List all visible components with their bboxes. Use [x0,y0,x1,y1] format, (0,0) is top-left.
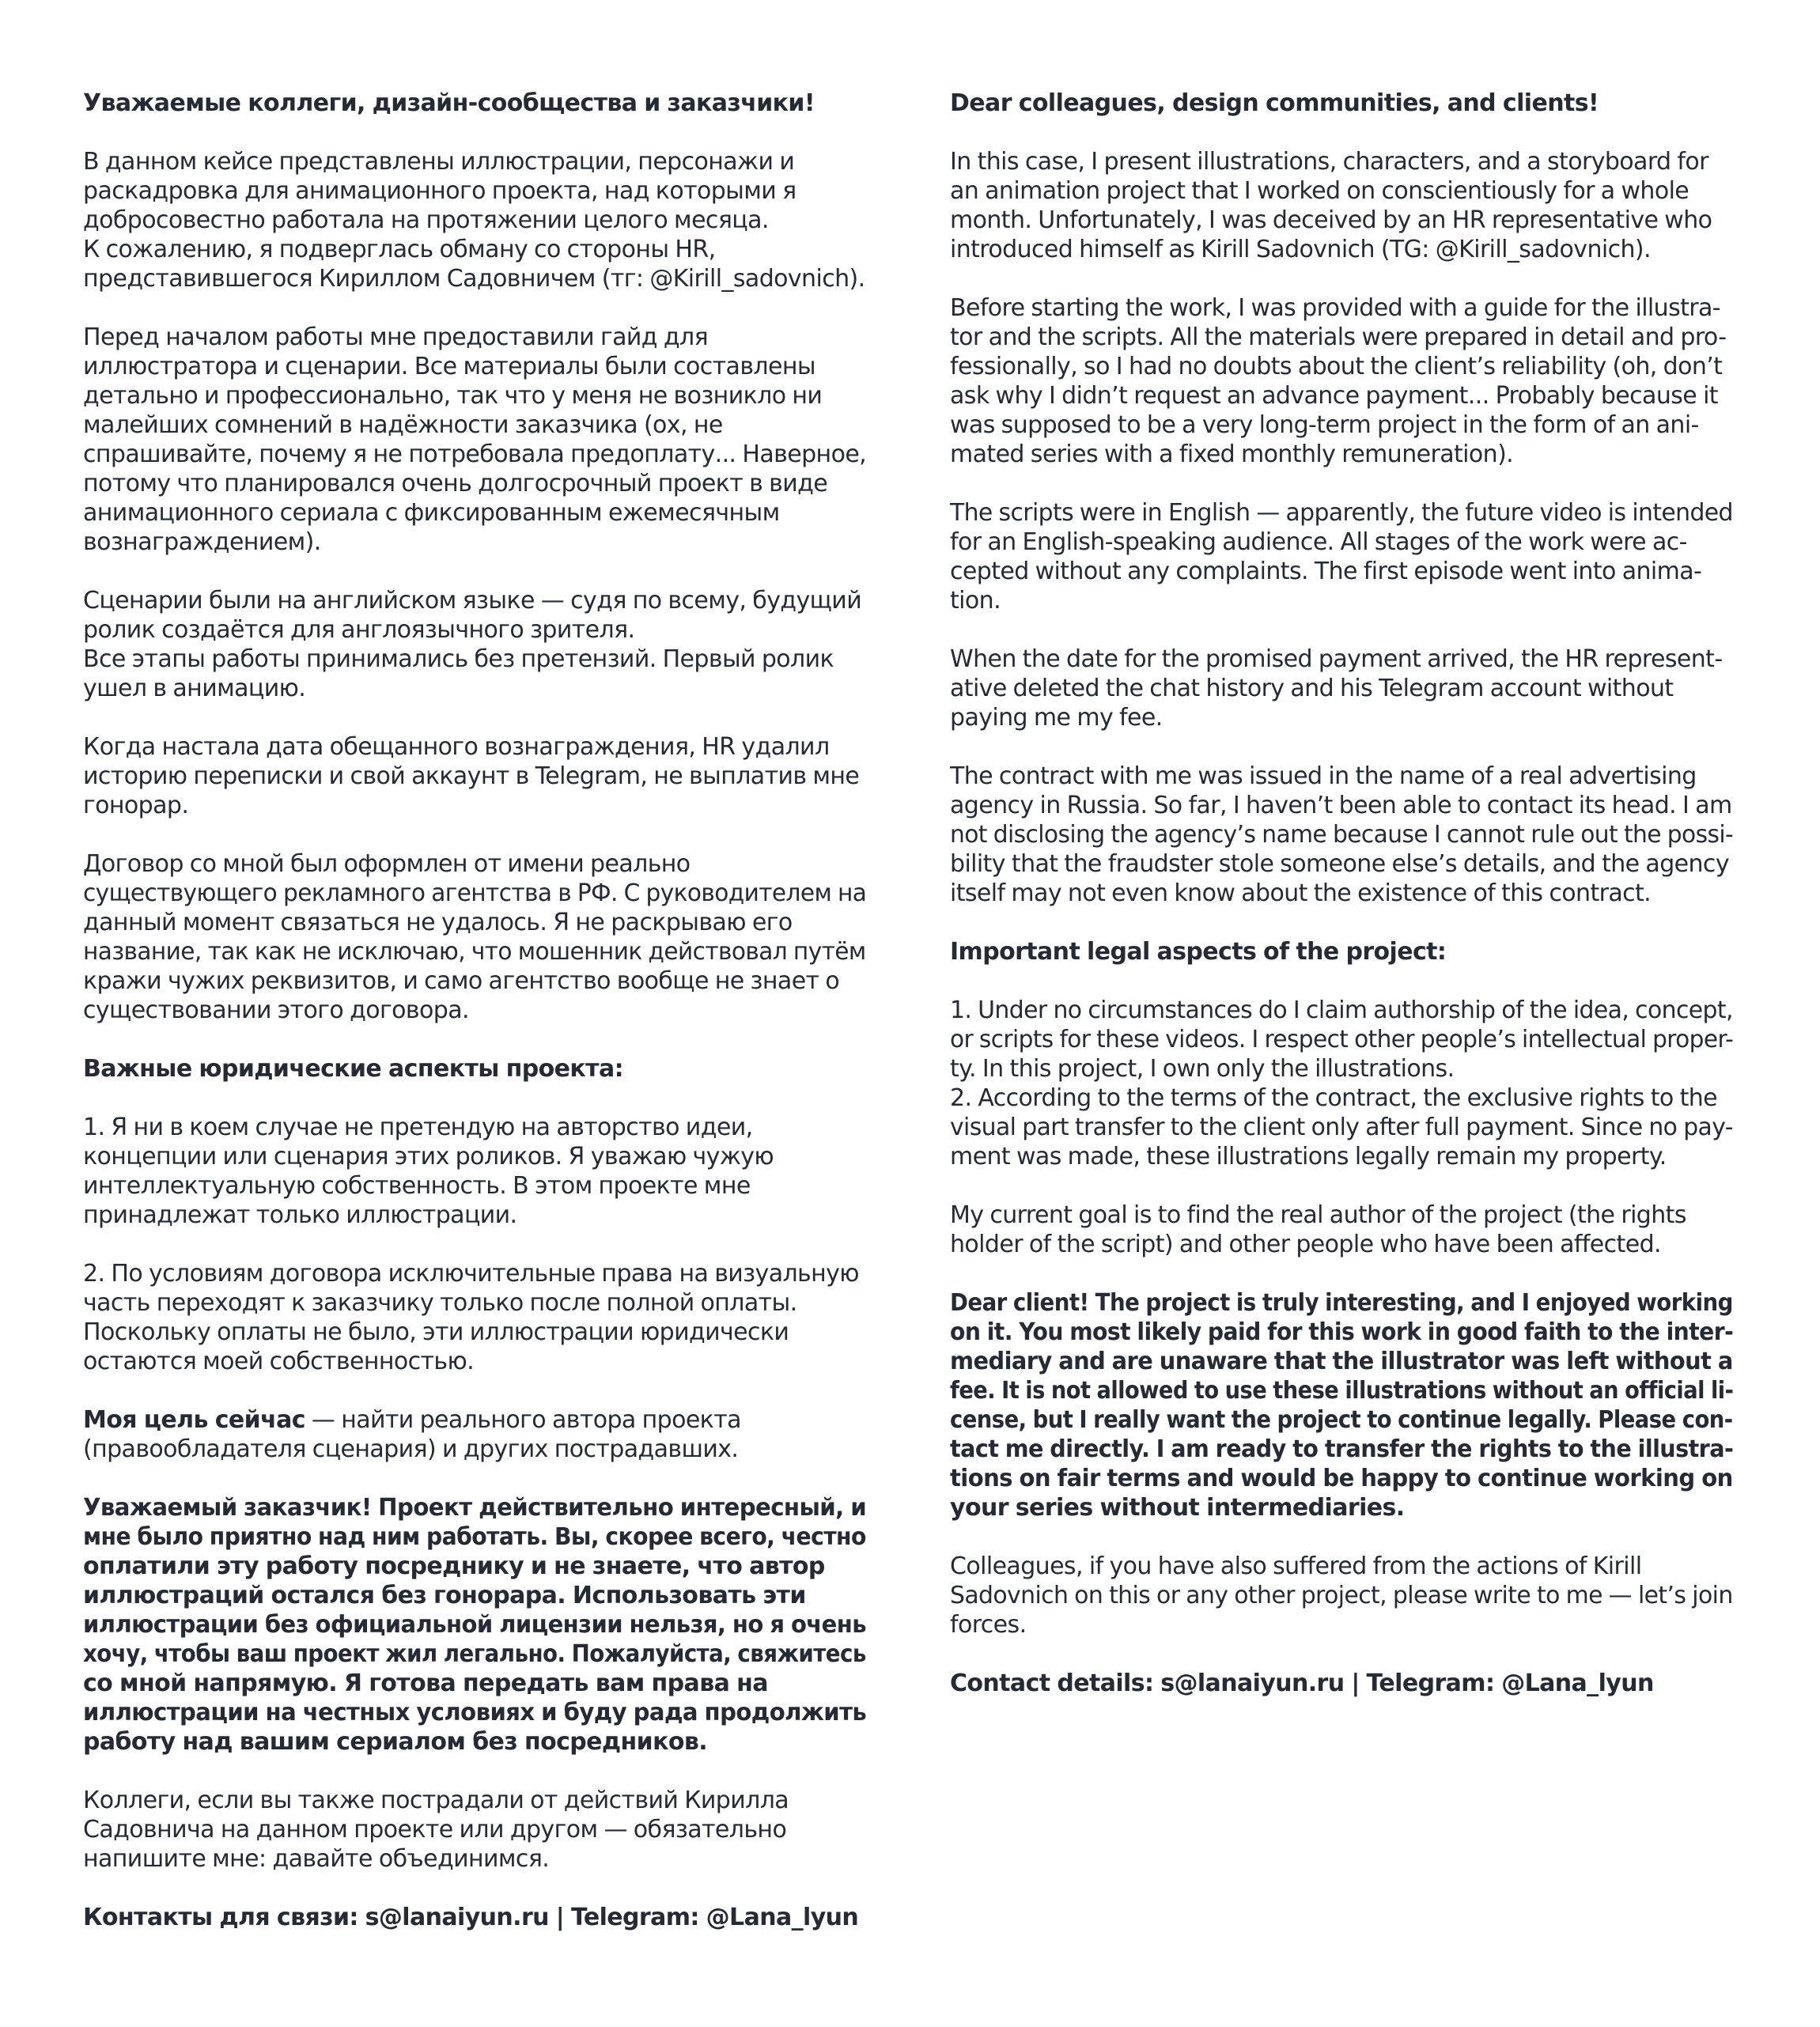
text-line: концепции или сценария этих роликов. Я уважаю чужую [83,1143,774,1170]
text-line: Все этапы работы принимались без претензий. Первый ролик [83,645,834,673]
text-line: cense, but I really want the project to continue legally. Please con- [950,1406,1733,1434]
text-line: ролик создаётся для англоязычного зрителя. [83,616,635,644]
english-column [950,89,1733,1698]
text-line: существующего рекламного агентства в РФ. С руководителем на [83,879,867,907]
text-line: fessionally, so I had no doubts about the client’s reliability (oh, don’t [950,353,1723,380]
text-line: mediary and are unaware that the illustrator was left without a [950,1348,1733,1375]
text-line: ask why I didn’t request an advance payment... Probably because it [950,382,1718,410]
text-line: Перед началом работы мне предоставили гайд для [83,323,709,351]
text-line: an animation project that I worked on conscientiously for a whole [950,177,1689,205]
text-line: 2. По условиям договора исключительные права на визуальную [83,1260,859,1288]
text-line: интеллектуальную собственность. В этом проекте мне [83,1172,751,1200]
en-goal-paragraph [950,1201,1733,1259]
text-line: itself may not even know about the existence of this contract. [950,879,1652,907]
text-line: Договор со мной был оформлен от имени реально [83,850,691,878]
text-line: fee. It is not allowed to use these illustrations without an official li- [950,1377,1734,1405]
text-line: 1. Я ни в коем случае не претендую на авторство идеи, [83,1114,753,1141]
ru-legal-point-2 [83,1259,866,1376]
text-line: Sadovnich on this or any other project, please write to me — let’s join [950,1582,1733,1609]
text-line: 1. Under no circumstances do I claim authorship of the idea, concept, [950,996,1733,1024]
ru-goal-text: — найти реального автора проекта [305,1406,741,1434]
text-line: вознаграждением). [83,528,321,556]
ru-payment-paragraph [83,732,866,820]
text-line: forces. [950,1611,1027,1639]
text-line: спрашивайте, почему я не потребовала предоплату... Наверное, [83,441,867,468]
ru-scripts-paragraph [83,586,866,703]
text-line: потому что планировался очень долгосрочный проект в виде [83,470,828,497]
text-line: напишите мне: давайте объединимся. [83,1845,550,1873]
text-line: иллюстратора и сценарии. Все материалы были составлены [83,353,815,380]
text-line: your series without intermediaries. [950,1494,1405,1522]
ru-client-appeal [83,1493,866,1757]
text-line: paying me my fee. [950,704,1163,732]
text-line: introduced himself as Kirill Sadovnich (TG: @Kirill_sadovnich). [950,236,1651,263]
text-line: not disclosing the agency’s name because I cannot rule out the possi- [950,821,1734,849]
text-line: данный момент связаться не удалось. Я не раскрываю его [83,909,793,936]
en-greeting: Dear colleagues, design communities, and clients! [950,89,1599,117]
text-line: bility that the fraudster stole someone else’s details, and the agency [950,850,1729,878]
en-guide-paragraph [950,293,1733,469]
ru-contacts: Контакты для связи: s@lanaiyun.ru | Telegram: @Lana_lyun [83,1904,859,1931]
text-line: Коллеги, если вы также пострадали от действий Кирилла [83,1787,789,1814]
text-line: cepted without any complaints. The first episode went into anima- [950,558,1702,585]
text-line: tion. [950,587,1001,615]
text-line: анимационного сериала с фиксированным ежемесячным [83,499,780,527]
en-colleagues-paragraph [950,1552,1733,1639]
en-payment-paragraph [950,645,1733,732]
ru-colleagues-paragraph [83,1786,866,1874]
text-line: month. Unfortunately, I was deceived by an HR representative who [950,206,1712,234]
en-contract-paragraph [950,762,1733,908]
text-line: The contract with me was issued in the name of a real advertising [950,762,1697,790]
ru-greeting: Уважаемые коллеги, дизайн-сообщества и заказчики! [83,89,815,117]
text-line: В данном кейсе представлены иллюстрации, персонажи и [83,148,795,176]
text-line: остаются моей собственностью. [83,1348,475,1375]
text-line: for an English-speaking audience. All stages of the work were ac- [950,528,1687,556]
text-line: agency in Russia. So far, I haven’t been able to contact its head. I am [950,792,1732,819]
text-line: К сожалению, я подверглась обману со стороны HR, [83,236,716,263]
text-line: со мной напрямую. Я готова передать вам права на [83,1670,768,1697]
text-line: or scripts for these videos. I respect other people’s intellectual proper- [950,1026,1734,1053]
en-client-appeal [950,1288,1733,1522]
ru-legal-point-1 [83,1113,866,1230]
text-line: In this case, I present illustrations, characters, and a storyboard for [950,148,1708,176]
en-contacts: Contact details: s@lanaiyun.ru | Telegram: @Lana_lyun [950,1670,1654,1697]
text-line: историю переписки и свой аккаунт в Telegram, не выплатив мне [83,762,860,790]
ru-legal-heading: Важные юридические аспекты проекта: [83,1055,623,1083]
text-line: My current goal is to find the real author of the project (the rights [950,1201,1686,1229]
text-line: Dear client! The project is truly interesting, and I enjoyed working [950,1289,1733,1317]
en-scripts-paragraph [950,498,1733,615]
text-line: Поскольку оплаты не было, эти иллюстрации юридически [83,1318,789,1346]
text-line: tions on fair terms and would be happy to continue working on [950,1465,1733,1492]
text-line: holder of the script) and other people who have been affected. [950,1231,1661,1258]
text-line: хочу, чтобы ваш проект жил легально. Пожалуйста, свяжитесь [83,1640,866,1668]
text-line: мне было приятно над ним работать. Вы, скорее всего, честно [83,1523,866,1551]
text-line: (правообладателя сценария) и других пострадавших. [83,1435,739,1463]
text-line: принадлежат только иллюстрации. [83,1201,517,1229]
text-line: ment was made, these illustrations legally remain my property. [950,1143,1667,1170]
text-line: 2. According to the terms of the contract, the exclusive rights to the [950,1084,1718,1112]
ru-goal-paragraph [83,1405,866,1464]
text-line [83,1405,866,1435]
text-line: малейших сомнений в надёжности заказчика (ох, не [83,411,723,439]
text-line: работу над вашим сериалом без посредников. [83,1728,708,1756]
text-line: иллюстрации без официальной лицензии нельзя, но я очень [83,1611,867,1639]
en-legal-heading: Important legal aspects of the project: [950,938,1447,966]
text-line: Before starting the work, I was provided with a guide for the illustra- [950,294,1721,322]
en-intro-paragraph [950,147,1733,264]
text-line: гонорар. [83,792,189,819]
text-line: When the date for the promised payment arrived, the HR represent- [950,645,1723,673]
en-legal-points [950,996,1733,1171]
ru-guide-paragraph [83,323,866,557]
text-line: tact me directly. I am ready to transfer the rights to the illustra- [950,1435,1734,1463]
text-line: иллюстраций остался без гонорара. Использовать эти [83,1582,806,1609]
text-line: представившегося Кириллом Садовничем (тг: @Kirill_sadovnich). [83,265,865,293]
text-line: Colleagues, if you have also suffered from the actions of Kirill [950,1552,1642,1580]
text-line: on it. You most likely paid for this work in good faith to the inter- [950,1318,1734,1346]
text-line: название, так как не исключаю, что мошенник действовал путём [83,938,866,966]
ru-intro-paragraph [83,147,866,293]
text-line: Садовнича на данном проекте или другом — обязательно [83,1816,787,1844]
text-line: кражи чужих реквизитов, и само агентство вообще не знает о [83,967,840,995]
text-line: was supposed to be a very long-term project in the form of an ani- [950,411,1699,439]
text-line: ative deleted the chat history and his Telegram account without [950,675,1674,702]
text-line: детально и профессионально, так что у меня не возникло ни [83,382,823,410]
text-line: tor and the scripts. All the materials were prepared in detail and pro- [950,323,1727,351]
text-line: Сценарии были на английском языке — судя по всему, будущий [83,587,862,615]
text-line: иллюстрации на честных условиях и буду рада продолжить [83,1699,867,1726]
text-line: ty. In this project, I own only the illustrations. [950,1055,1455,1083]
text-line: visual part transfer to the client only after full payment. Since no pay- [950,1114,1733,1141]
text-line: Уважаемый заказчик! Проект действительно интересный, и [83,1494,867,1522]
ru-contract-paragraph [83,849,866,1025]
ru-goal-label: Моя цель сейчас [83,1406,305,1434]
text-line: добросовестно работала на протяжении целого месяца. [83,206,769,234]
text-line: mated series with a fixed monthly remuneration). [950,441,1514,468]
text-line: оплатили эту работу посреднику и не знаете, что автор [83,1552,825,1580]
text-line: Когда настала дата обещанного вознаграждения, HR удалил [83,733,830,761]
text-line: ушел в анимацию. [83,675,306,702]
text-line: The scripts were in English — apparently, the future video is intended [950,499,1733,527]
text-line: часть переходят к заказчику только после полной оплаты. [83,1289,797,1317]
russian-column [83,89,866,1932]
text-line: существовании этого договора. [83,996,469,1024]
text-line: раскадровка для анимационного проекта, над которыми я [83,177,796,205]
